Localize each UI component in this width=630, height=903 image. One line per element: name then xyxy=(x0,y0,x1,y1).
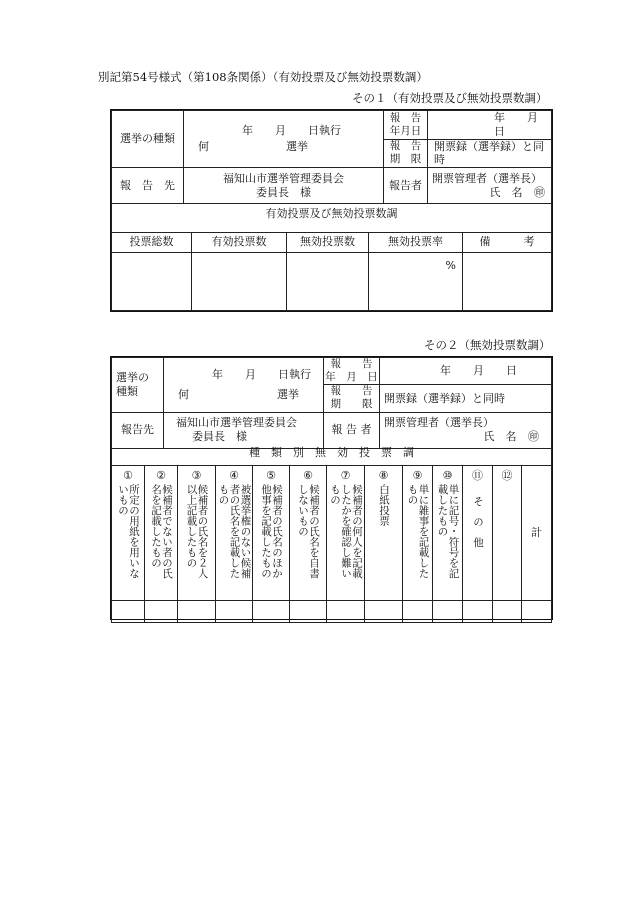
part2-section-title: 種 類 別 無 効 投 票 調 xyxy=(112,441,552,465)
seal-mark: ㊞ xyxy=(534,185,545,199)
election-date: 年 月 日執行 xyxy=(242,124,341,138)
value-3[interactable] xyxy=(178,601,216,623)
part1-section-title: 有効投票及び無効投票数調 xyxy=(112,196,552,232)
part2-form xyxy=(110,356,553,620)
election-date-cell-2 xyxy=(164,358,324,413)
col-valid-votes: 有効投票数 xyxy=(192,232,287,252)
report-date-value-2: 年 月 日 xyxy=(380,358,552,385)
value-5[interactable] xyxy=(253,601,290,623)
report-to-label-2: 報告先 xyxy=(112,412,164,448)
election-name-2: 何 選挙 xyxy=(178,387,299,401)
value-4[interactable] xyxy=(216,601,253,623)
col-invalid-votes: 無効投票数 xyxy=(287,232,369,252)
part1-form xyxy=(110,109,560,312)
col-subtotal: ⑫ xyxy=(493,465,522,601)
value-2[interactable] xyxy=(145,601,178,623)
reporter-label-2: 報 告 者 xyxy=(324,412,380,448)
election-date-2: 年 月 日執行 xyxy=(212,368,311,381)
col-invalid-rate: 無効投票率 xyxy=(369,232,463,252)
value-8[interactable] xyxy=(365,601,403,623)
invalid-votes-value[interactable] xyxy=(287,252,369,310)
value-7[interactable] xyxy=(327,601,365,623)
col-unofficial-paper: ① 所定の用紙を用いないもの xyxy=(112,465,145,601)
percent-sign: % xyxy=(445,258,456,272)
col-remarks: 備 考 xyxy=(463,232,552,252)
col-not-handwritten: ⑥ 候補者の氏名を自書しないもの xyxy=(290,465,327,601)
report-to-label: 報 告 先 xyxy=(112,168,184,204)
form-title: 別記第54号様式（第108条関係）（有効投票及び無効投票数調） xyxy=(98,70,428,84)
col-other: ⑪ その他 xyxy=(463,465,493,601)
value-10[interactable] xyxy=(433,601,463,623)
report-date-label-2: 報 告 年 月 日 xyxy=(325,358,378,384)
report-to-cell-2: 福知山市選挙管理委員会 委員長 様 xyxy=(164,412,324,448)
col-non-candidate: ② 候補者でない者の氏名を記載したもの xyxy=(145,465,178,601)
part1-title: その１（有効投票及び無効投票数調） xyxy=(352,91,548,105)
valid-votes-value[interactable] xyxy=(192,252,287,310)
report-deadline-value: 開票録（選挙録）と同時 xyxy=(428,139,552,168)
reporter-cell: 開票管理者（選挙長） 氏 名 ㊞ xyxy=(428,168,552,204)
col-multiple-candidates: ③ 候補者の氏名を２人以上記載したもの xyxy=(178,465,216,601)
value-11[interactable] xyxy=(463,601,493,623)
reporter-label: 報告者 xyxy=(384,168,428,204)
col-ineligible-candidate: ④ 被選挙権のない候補者の氏名を記載したもの xyxy=(216,465,253,601)
value-6[interactable] xyxy=(290,601,327,623)
reporter-cell-2: 開票管理者（選挙長） 氏 名 ㊞ xyxy=(380,412,552,448)
invalid-rate-value[interactable] xyxy=(369,252,463,310)
remarks-value[interactable] xyxy=(463,252,552,310)
report-deadline-label: 報 告 期 限 xyxy=(384,139,428,168)
value-12[interactable] xyxy=(493,601,522,623)
col-total: 計 xyxy=(522,465,552,601)
value-9[interactable] xyxy=(403,601,433,623)
col-symbols: ⑩ 単に記号・符号を記載したもの xyxy=(433,465,463,601)
part2-title: その２（無効投票数調） xyxy=(424,338,551,352)
value-1[interactable] xyxy=(112,601,145,623)
report-deadline-label-2: 報 告 期 限 xyxy=(324,385,380,412)
seal-mark-2: ㊞ xyxy=(528,430,539,443)
col-total-votes: 投票総数 xyxy=(112,232,192,252)
report-to-cell: 福知山市選挙管理委員会 委員長 様 xyxy=(184,168,384,204)
col-blank-vote: ⑧ 白紙投票 xyxy=(365,465,403,601)
col-extra-writing: ⑤ 候補者の氏名のほか他事を記載したもの xyxy=(253,465,290,601)
total-votes-value[interactable] xyxy=(112,252,192,310)
report-date-value: 年 月 日 xyxy=(428,111,552,140)
value-total[interactable] xyxy=(522,601,552,623)
col-miscellaneous: ⑨ 単に雑事を記載したもの xyxy=(403,465,433,601)
col-unclear-candidate: ⑦ 候補者の何人を記載したかを確認し難いもの xyxy=(327,465,365,601)
election-type-label-2: 選挙の 種類 xyxy=(112,358,164,413)
report-date-label: 報 告 年月日 xyxy=(384,111,428,140)
election-name: 何 選挙 xyxy=(198,140,308,153)
election-type-label: 選挙の種類 xyxy=(112,111,184,168)
report-deadline-value-2: 開票録（選挙録）と同時 xyxy=(380,385,552,412)
election-date-cell xyxy=(184,111,384,168)
